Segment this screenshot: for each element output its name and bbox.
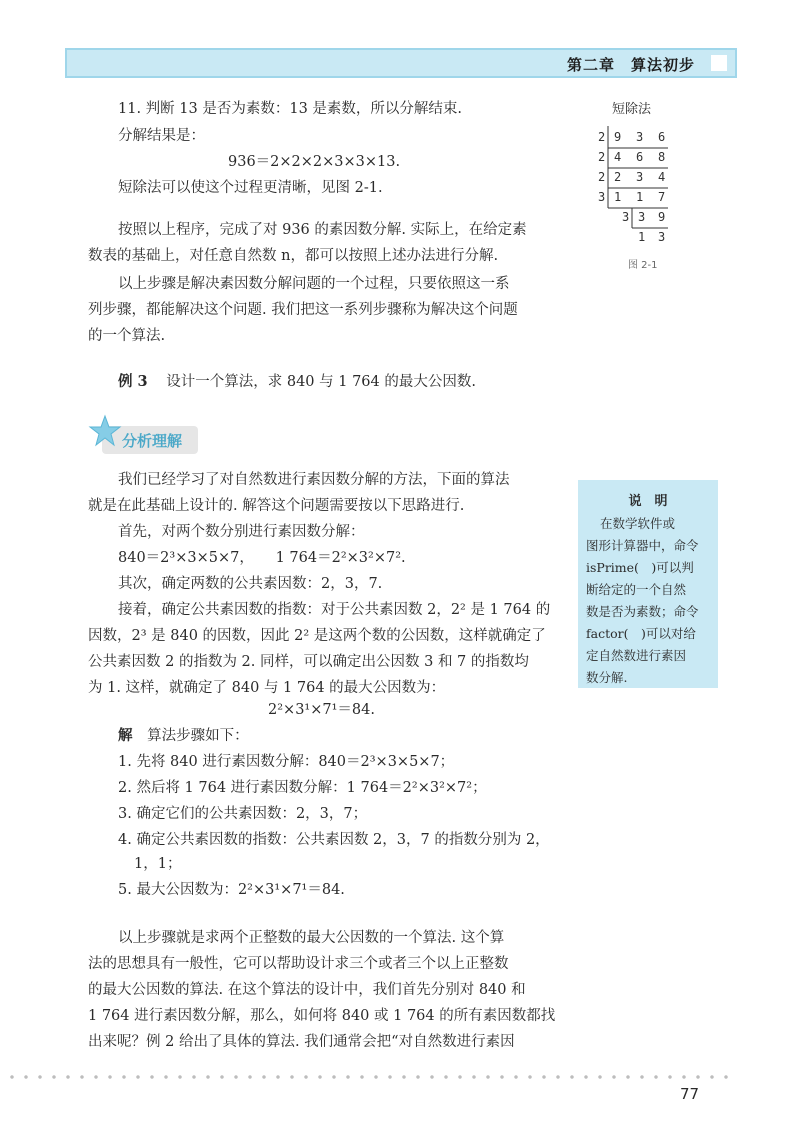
figure-caption: 图 2-1 [628, 260, 658, 271]
para2-line-1: 以上步骤是解决素因数分解问题的一个过程，只要依照这一系 [118, 276, 510, 292]
row6-n2: 1 [638, 230, 646, 244]
closing-line-4: 1 764 进行素因数分解，那么，如何将 840 或 1 764 的所有素因数都找 [88, 1008, 556, 1024]
para2-line-2: 列步骤，都能解决这个问题. 我们把这一系列步骤称为解决这个问题 [88, 302, 518, 318]
closing-line-2: 法的思想具有一般性，它可以帮助设计求三个或者三个以上正整数 [88, 956, 509, 972]
analysis-formula-2: 2²×3¹×7¹＝84. [268, 702, 375, 718]
row3-n2: 3 [636, 170, 644, 184]
solution-step-4-cont: 1，1； [134, 856, 182, 872]
analysis-p4-d: 为 1. 这样，就确定了 840 与 1 764 的最大公因数为： [88, 680, 446, 696]
row5-n2: 3 [638, 210, 646, 224]
row1-n2: 3 [636, 130, 644, 144]
row2-divisor: 2 [598, 150, 606, 164]
star-icon [88, 414, 122, 448]
chapter-title: 第二章 算法初步 [566, 56, 695, 74]
header-square-decoration [711, 55, 727, 71]
row1-n1: 9 [614, 130, 622, 144]
side-note-line-3: isPrime( )可以判 [586, 560, 694, 575]
solution-step-4: 4. 确定公共素因数的指数：公共素因数 2，3，7 的指数分别为 2， [118, 832, 550, 848]
solution-step-5: 5. 最大公因数为：2²×3¹×7¹＝84. [118, 882, 345, 898]
example-3 [118, 371, 476, 393]
row6-n3: 3 [658, 230, 666, 244]
analysis-badge-label: 分析理解 [122, 432, 183, 450]
chapter-header [65, 48, 737, 78]
analysis-p4-b: 因数，2³ 是 840 的因数，因此 2² 是这两个数的公因数，这样就确定了 [88, 628, 546, 644]
para2-line-3: 的一个算法. [88, 328, 166, 344]
solution-intro-text: 算法步骤如下： [147, 728, 249, 744]
footer-dotted-rule [5, 1075, 735, 1079]
page-number: 77 [680, 1085, 700, 1103]
analysis-badge [102, 426, 198, 454]
row3-divisor: 2 [598, 170, 606, 184]
analysis-p4-c: 公共素因数 2 的指数为 2. 同样，可以确定出公因数 3 和 7 的指数均 [88, 654, 529, 670]
analysis-p4-a: 接着，确定公共素因数的指数：对于公共素因数 2，2² 是 1 764 的 [118, 602, 551, 618]
row2-n2: 6 [636, 150, 644, 164]
row4-n3: 7 [658, 190, 666, 204]
intro-line-1: 11. 判断 13 是否为素数：13 是素数，所以分解结束. [118, 101, 463, 117]
side-note-line-2: 图形计算器中，命令 [586, 538, 699, 553]
side-note-title: 说 明 [628, 494, 668, 509]
solution-intro [118, 725, 249, 747]
side-note-line-7: 定自然数进行素因 [586, 648, 687, 663]
analysis-p1-a: 我们已经学习了对自然数进行素因数分解的方法，下面的算法 [118, 472, 510, 488]
para1-line-1: 按照以上程序，完成了对 936 的素因数分解. 实际上，在给定素 [118, 222, 527, 238]
figure-title: 短除法 [612, 102, 652, 117]
division-lines [598, 98, 698, 268]
row2-n1: 4 [614, 150, 622, 164]
intro-formula: 936＝2×2×2×3×3×13. [228, 154, 401, 170]
row1-divisor: 2 [598, 130, 606, 144]
row1-n3: 6 [658, 130, 666, 144]
row4-n2: 1 [636, 190, 644, 204]
example-label: 例 3 [118, 373, 148, 390]
side-note-line-1: 在数学软件或 [600, 516, 676, 531]
intro-line-2: 分解结果是： [118, 128, 205, 144]
short-division-figure [598, 98, 698, 271]
intro-line-3: 短除法可以使这个过程更清晰，见图 2-1. [118, 180, 383, 196]
row4-n1: 1 [614, 190, 622, 204]
row5-n3: 9 [658, 210, 666, 224]
solution-step-1: 1. 先将 840 进行素因数分解：840＝2³×3×5×7； [118, 754, 455, 770]
side-note [578, 480, 718, 688]
analysis-p2: 首先，对两个数分别进行素因数分解： [118, 524, 365, 540]
analysis-formula-1: 840＝2³×3×5×7， 1 764＝2²×3²×7². [118, 550, 406, 566]
side-note-line-6: factor( )可以对给 [586, 626, 696, 641]
closing-line-5: 出来呢？例 2 给出了具体的算法. 我们通常会把“对自然数进行素因 [88, 1034, 515, 1050]
solution-label: 解 [118, 727, 133, 744]
closing-line-3: 的最大公因数的算法. 在这个算法的设计中，我们首先分别对 840 和 [88, 982, 526, 998]
row4-divisor: 3 [598, 190, 606, 204]
closing-line-1: 以上步骤就是求两个正整数的最大公因数的一个算法. 这个算 [118, 930, 505, 946]
side-note-line-8: 数分解. [586, 670, 628, 685]
row5-divisor: 3 [622, 210, 630, 224]
solution-step-2: 2. 然后将 1 764 进行素因数分解：1 764＝2²×3²×7²； [118, 780, 487, 796]
example-text: 设计一个算法，求 840 与 1 764 的最大公因数. [166, 374, 476, 390]
analysis-p3: 其次，确定两数的公共素因数：2，3，7. [118, 576, 383, 592]
side-note-line-4: 断给定的一个自然 [586, 582, 687, 597]
row3-n1: 2 [614, 170, 622, 184]
row2-n3: 8 [658, 150, 666, 164]
side-note-line-5: 数是否为素数；命令 [586, 604, 699, 619]
row3-n3: 4 [658, 170, 666, 184]
analysis-p1-b: 就是在此基础上设计的. 解答这个问题需要按以下思路进行. [88, 498, 465, 514]
solution-step-3: 3. 确定它们的公共素因数：2，3，7； [118, 806, 368, 822]
para1-line-2: 数表的基础上，对任意自然数 n，都可以按照上述办法进行分解. [88, 248, 499, 264]
